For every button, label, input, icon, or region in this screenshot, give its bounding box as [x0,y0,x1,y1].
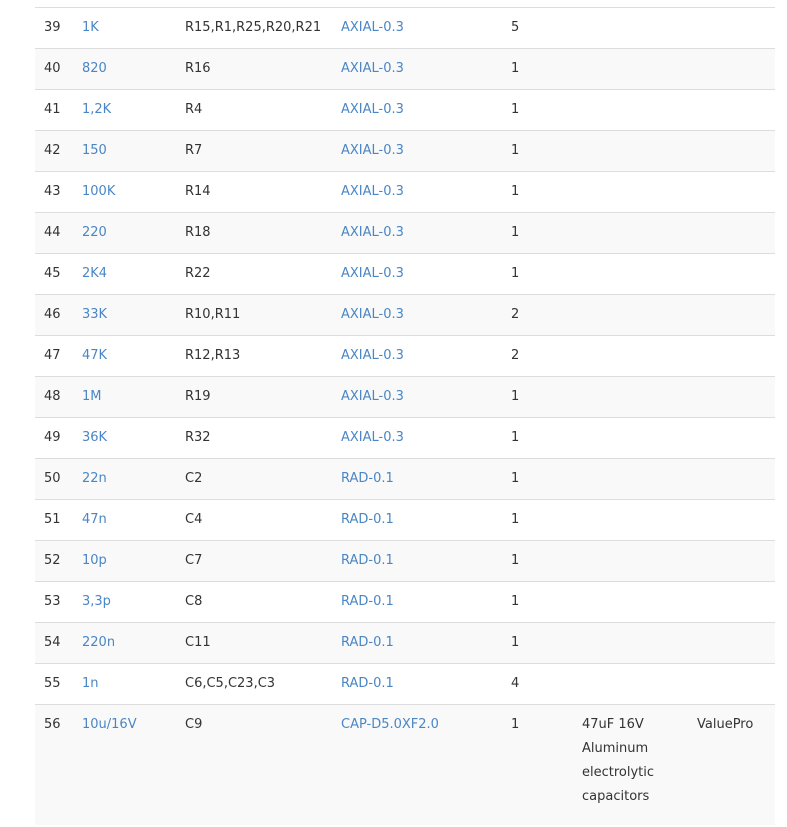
table-row [35,377,775,418]
table-row [35,623,775,664]
value-link[interactable]: 3,3p [82,594,111,609]
table-row [35,541,775,582]
value-link[interactable]: 33K [82,307,108,322]
footprint-link[interactable]: RAD-0.1 [341,594,394,609]
value-link[interactable]: 150 [82,143,107,158]
value-link[interactable]: 10u/16V [82,717,137,732]
table-row [35,459,775,500]
designator: C7 [185,553,203,568]
value-link[interactable]: 100K [82,184,116,199]
quantity: 2 [511,348,520,363]
row-number: 43 [44,184,61,199]
designator: C11 [185,635,211,650]
designator: R7 [185,143,203,158]
row-number: 45 [44,266,61,281]
row-number: 42 [44,143,61,158]
row-number: 44 [44,225,61,240]
quantity: 1 [511,553,520,568]
footprint-link[interactable]: AXIAL-0.3 [341,348,404,363]
quantity: 4 [511,676,520,691]
designator: R12,R13 [185,348,241,363]
footprint-link[interactable]: AXIAL-0.3 [341,430,404,445]
row-number: 39 [44,20,61,35]
row-number: 40 [44,61,61,76]
table-row [35,90,775,131]
table-row [35,8,775,49]
footprint-link[interactable]: RAD-0.1 [341,676,394,691]
row-number: 49 [44,430,61,445]
quantity: 1 [511,102,520,117]
row-number: 55 [44,676,61,691]
value-link[interactable]: 36K [82,430,108,445]
table-row [35,295,775,336]
footprint-link[interactable]: AXIAL-0.3 [341,389,404,404]
table-row [35,172,775,213]
footprint-link[interactable]: AXIAL-0.3 [341,102,404,117]
value-link[interactable]: 1n [82,676,99,691]
value-link[interactable]: 22n [82,471,107,486]
footprint-link[interactable]: AXIAL-0.3 [341,307,404,322]
quantity: 1 [511,184,520,199]
quantity: 1 [511,389,520,404]
quantity: 1 [511,266,520,281]
designator: R18 [185,225,211,240]
designator: R22 [185,266,211,281]
footprint-link[interactable]: RAD-0.1 [341,512,394,527]
row-number: 56 [44,717,61,732]
row-number: 46 [44,307,61,322]
designator: C4 [185,512,203,527]
table-row [35,705,775,825]
manufacturer: ValuePro [697,717,754,732]
table-row [35,582,775,623]
table-row [35,49,775,90]
value-link[interactable]: 2K4 [82,266,108,281]
footprint-link[interactable]: AXIAL-0.3 [341,225,404,240]
value-link[interactable]: 220 [82,225,107,240]
table-row [35,664,775,705]
value-link[interactable]: 1M [82,389,102,404]
quantity: 1 [511,143,520,158]
quantity: 1 [511,471,520,486]
footprint-link[interactable]: AXIAL-0.3 [341,20,404,35]
row-number: 54 [44,635,61,650]
quantity: 5 [511,20,520,35]
table-row [35,336,775,377]
footprint-link[interactable]: RAD-0.1 [341,471,394,486]
designator: R19 [185,389,211,404]
designator: C8 [185,594,203,609]
value-link[interactable]: 820 [82,61,107,76]
value-link[interactable]: 1K [82,20,99,35]
quantity: 2 [511,307,520,322]
footprint-link[interactable]: AXIAL-0.3 [341,184,404,199]
table-row [35,418,775,459]
quantity: 1 [511,225,520,240]
designator: R16 [185,61,211,76]
quantity: 1 [511,635,520,650]
designator: R15,R1,R25,R20,R21 [185,20,322,35]
value-link[interactable]: 220n [82,635,116,650]
quantity: 1 [511,430,520,445]
footprint-link[interactable]: RAD-0.1 [341,553,394,568]
quantity: 1 [511,594,520,609]
footprint-link[interactable]: AXIAL-0.3 [341,143,404,158]
footprint-link[interactable]: CAP-D5.0XF2.0 [341,717,439,732]
designator: R14 [185,184,211,199]
bom-table [35,7,775,825]
table-row [35,500,775,541]
designator: R4 [185,102,203,117]
quantity: 1 [511,61,520,76]
designator: R10,R11 [185,307,241,322]
designator: R32 [185,430,211,445]
quantity: 1 [511,512,520,527]
designator: C6,C5,C23,C3 [185,676,276,691]
row-number: 47 [44,348,61,363]
row-number: 51 [44,512,61,527]
value-link[interactable]: 1,2K [82,102,112,117]
row-number: 50 [44,471,61,486]
table-row [35,213,775,254]
footprint-link[interactable]: AXIAL-0.3 [341,61,404,76]
value-link[interactable]: 47n [82,512,107,527]
designator: C2 [185,471,203,486]
row-number: 41 [44,102,61,117]
value-link[interactable]: 10p [82,553,107,568]
designator: C9 [185,717,203,732]
footprint-link[interactable]: RAD-0.1 [341,635,394,650]
row-number: 53 [44,594,61,609]
table-row [35,131,775,172]
value-link[interactable]: 47K [82,348,108,363]
quantity: 1 [511,717,520,732]
row-number: 48 [44,389,61,404]
row-number: 52 [44,553,61,568]
table-row [35,254,775,295]
footprint-link[interactable]: AXIAL-0.3 [341,266,404,281]
description: 47uF 16V Aluminum electrolytic capacitors [582,717,655,804]
